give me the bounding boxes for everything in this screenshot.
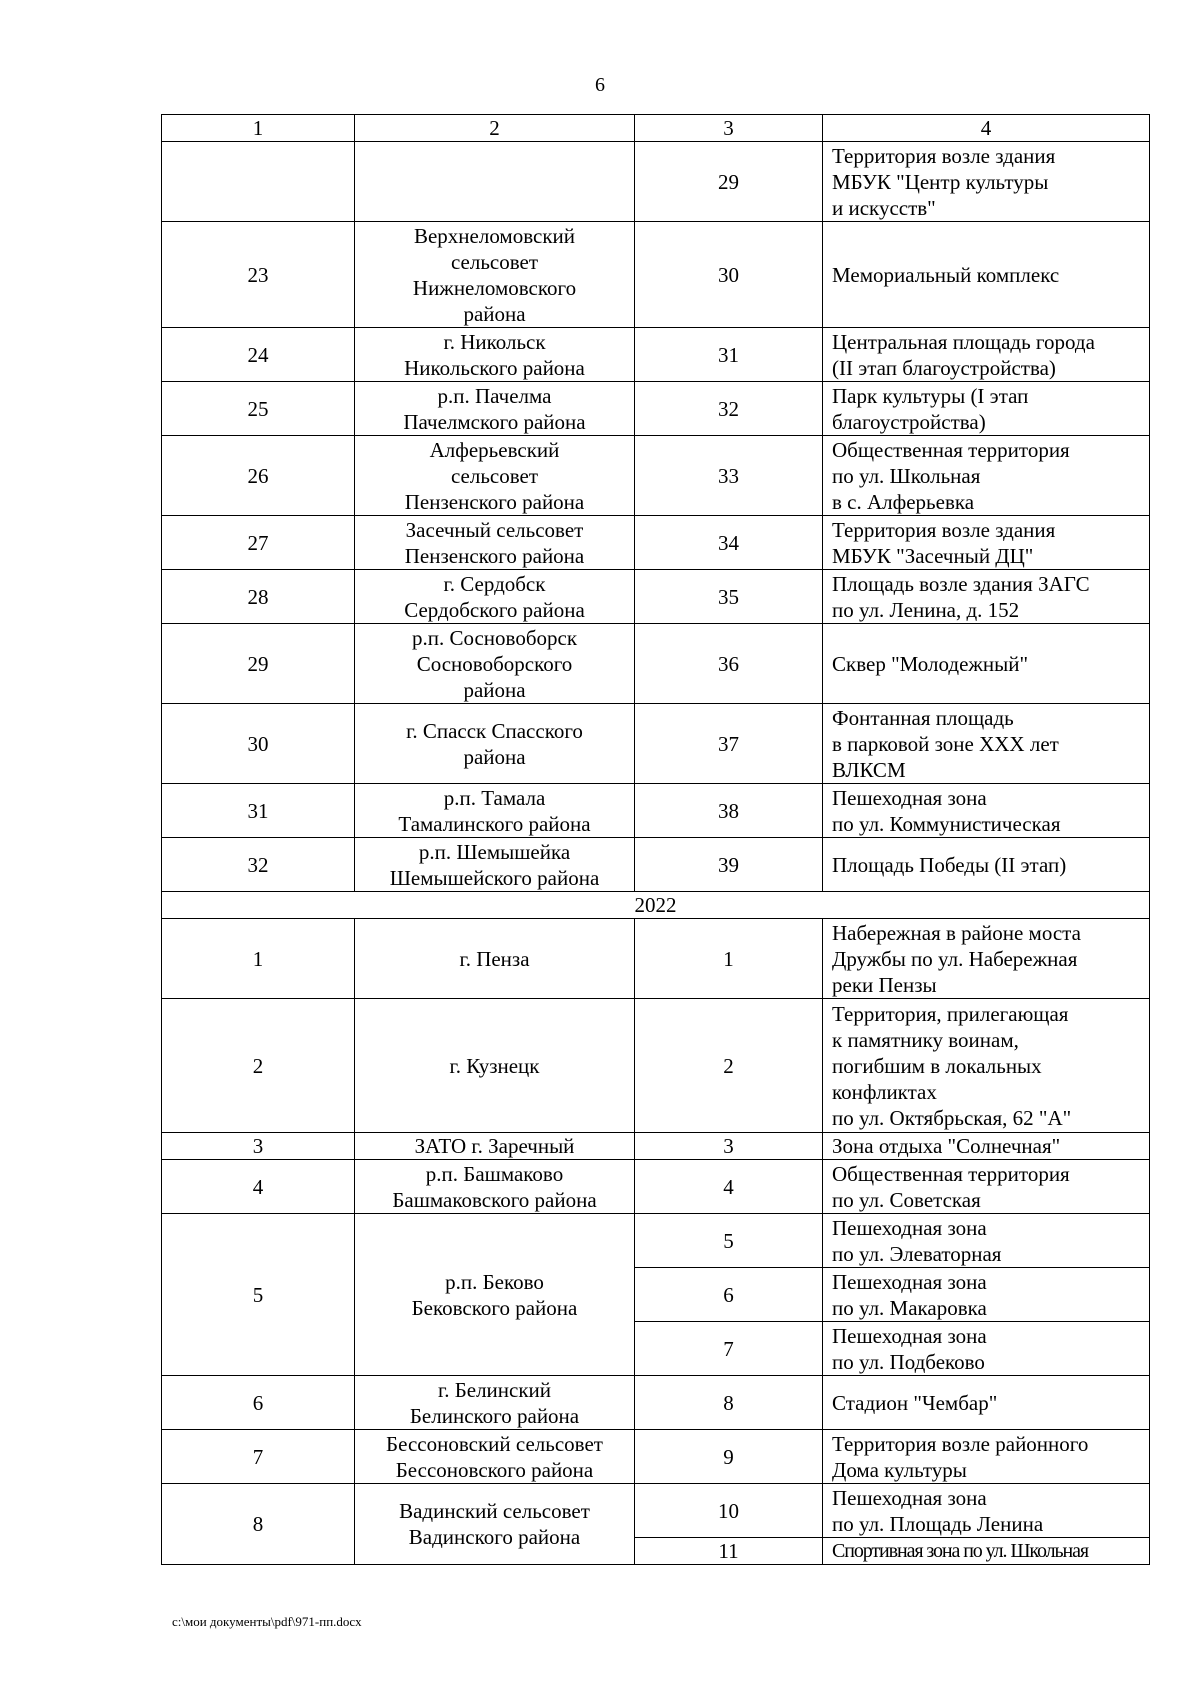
page-number: 6 [595,74,605,96]
cell-object-number: 39 [635,838,823,892]
cell-municipality: г. Пенза [355,919,635,999]
table-row [162,784,1150,838]
cell-number: 2 [162,999,355,1133]
table-row [162,1376,1150,1430]
cell-object-name: Набережная в районе моста Дружбы по ул. Набережная реки Пензы [823,919,1150,999]
table-row [162,1430,1150,1484]
cell-number: 4 [162,1160,355,1214]
table-row [162,436,1150,516]
cell-municipality [355,142,635,222]
cell-object-number: 1 [635,919,823,999]
table-row [162,222,1150,328]
cell-object-number: 8 [635,1376,823,1430]
cell-object-number: 3 [635,1133,823,1160]
cell-number: 32 [162,838,355,892]
cell-municipality: г. Сердобск Сердобского района [355,570,635,624]
cell-municipality: Вадинский сельсовет Вадинского района [355,1484,635,1565]
table-row [162,142,1150,222]
cell-object-number: 33 [635,436,823,516]
cell-object-number: 38 [635,784,823,838]
cell-number: 29 [162,624,355,704]
cell-number: 27 [162,516,355,570]
cell-object-number: 29 [635,142,823,222]
cell-municipality: р.п. Тамала Тамалинского района [355,784,635,838]
header-cell: 2 [355,115,635,142]
cell-object-name: Пешеходная зона по ул. Подбеково [823,1322,1150,1376]
cell-number: 30 [162,704,355,784]
cell-number: 26 [162,436,355,516]
cell-municipality: Алферьевский сельсовет Пензенского района [355,436,635,516]
cell-municipality: Засечный сельсовет Пензенского района [355,516,635,570]
cell-object-number: 9 [635,1430,823,1484]
cell-object-name: Спортивная зона по ул. Школьная [823,1538,1150,1565]
cell-municipality: ЗАТО г. Заречный [355,1133,635,1160]
cell-object-name: Общественная территория по ул. Советская [823,1160,1150,1214]
cell-number: 8 [162,1484,355,1565]
cell-municipality: р.п. Беково Бековского района [355,1214,635,1376]
cell-object-name: Территория возле районного Дома культуры [823,1430,1150,1484]
cell-object-name: Сквер "Молодежный" [823,624,1150,704]
cell-municipality: р.п. Башмаково Башмаковского района [355,1160,635,1214]
cell-object-number: 6 [635,1268,823,1322]
cell-municipality: Бессоновский сельсовет Бессоновского района [355,1430,635,1484]
cell-object-name: Парк культуры (I этап благоустройства) [823,382,1150,436]
cell-object-number: 7 [635,1322,823,1376]
header-cell: 3 [635,115,823,142]
cell-object-name: Пешеходная зона по ул. Коммунистическая [823,784,1150,838]
cell-object-name: Пешеходная зона по ул. Макаровка [823,1268,1150,1322]
table-row [162,328,1150,382]
cell-number: 1 [162,919,355,999]
cell-object-name: Фонтанная площадь в парковой зоне XXX лет ВЛКСМ [823,704,1150,784]
cell-number: 5 [162,1214,355,1376]
table-row [162,838,1150,892]
table-row [162,999,1150,1133]
cell-object-name: Территория возле здания МБУК "Центр культуры и искусств" [823,142,1150,222]
table-row [162,704,1150,784]
table-row [162,1214,1150,1268]
header-cell: 1 [162,115,355,142]
cell-object-name: Стадион "Чембар" [823,1376,1150,1430]
cell-object-name: Площадь Победы (II этап) [823,838,1150,892]
cell-object-number: 11 [635,1538,823,1565]
cell-number: 7 [162,1430,355,1484]
cell-object-name: Пешеходная зона по ул. Элеваторная [823,1214,1150,1268]
table-row [162,570,1150,624]
cell-object-name: Зона отдыха "Солнечная" [823,1133,1150,1160]
table-row [162,1133,1150,1160]
cell-number [162,142,355,222]
cell-object-name: Территория, прилегающая к памятнику воинам, погибшим в локальных конфликтах по ул. Октябрьская, 62 "А" [823,999,1150,1133]
cell-number: 6 [162,1376,355,1430]
cell-object-number: 30 [635,222,823,328]
cell-municipality: р.п. Сосновоборск Сосновоборского района [355,624,635,704]
cell-object-number: 4 [635,1160,823,1214]
cell-municipality: г. Никольск Никольского района [355,328,635,382]
cell-number: 3 [162,1133,355,1160]
cell-object-name: Территория возле здания МБУК "Засечный ДЦ" [823,516,1150,570]
cell-object-number: 2 [635,999,823,1133]
cell-object-number: 35 [635,570,823,624]
cell-object-number: 34 [635,516,823,570]
cell-number: 24 [162,328,355,382]
cell-object-name: Площадь возле здания ЗАГС по ул. Ленина, д. 152 [823,570,1150,624]
cell-object-name: Мемориальный комплекс [823,222,1150,328]
cell-object-number: 10 [635,1484,823,1538]
header-cell: 4 [823,115,1150,142]
cell-object-number: 37 [635,704,823,784]
cell-object-name: Общественная территория по ул. Школьная в с. Алферьевка [823,436,1150,516]
table-row [162,516,1150,570]
cell-number: 28 [162,570,355,624]
objects-table [161,114,1150,1565]
cell-municipality: Верхнеломовский сельсовет Нижнеломовского района [355,222,635,328]
table-row [162,1160,1150,1214]
cell-municipality: р.п. Шемышейка Шемышейского района [355,838,635,892]
table-row [162,919,1150,999]
cell-object-number: 36 [635,624,823,704]
table-row [162,624,1150,704]
table-row [162,1484,1150,1538]
cell-object-number: 31 [635,328,823,382]
cell-municipality: р.п. Пачелма Пачелмского района [355,382,635,436]
section-year: 2022 [162,892,1150,919]
cell-municipality: г. Белинский Белинского района [355,1376,635,1430]
cell-object-name: Центральная площадь города (II этап благоустройства) [823,328,1150,382]
footer-file-path: c:\мои документы\pdf\971-пп.docx [172,1614,362,1629]
cell-municipality: г. Кузнецк [355,999,635,1133]
cell-number: 31 [162,784,355,838]
table-row [162,382,1150,436]
cell-object-number: 5 [635,1214,823,1268]
cell-object-number: 32 [635,382,823,436]
table-header-row [162,115,1150,142]
cell-municipality: г. Спасск Спасского района [355,704,635,784]
cell-object-name: Пешеходная зона по ул. Площадь Ленина [823,1484,1150,1538]
cell-number: 25 [162,382,355,436]
cell-number: 23 [162,222,355,328]
section-row-2022 [162,892,1150,919]
